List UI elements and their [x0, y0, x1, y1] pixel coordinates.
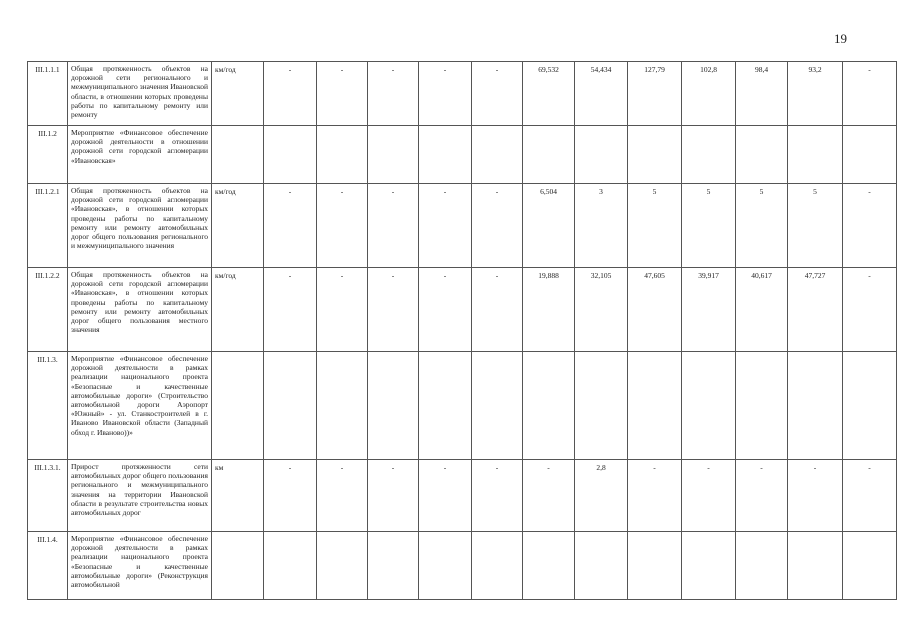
row-value-cell: 3	[575, 184, 628, 268]
row-value-cell: -	[419, 460, 472, 532]
row-value-cell: -	[682, 460, 736, 532]
row-value-cell: -	[628, 460, 682, 532]
row-value-cell: 40,617	[736, 268, 788, 352]
row-value-cell	[317, 532, 368, 600]
row-value-cell	[575, 532, 628, 600]
table-row	[28, 126, 897, 184]
row-value-cell	[419, 352, 472, 460]
row-value-cell: -	[264, 184, 317, 268]
row-value-cell: 47,727	[788, 268, 843, 352]
row-value-cell: 69,532	[523, 62, 575, 126]
row-value-cell: 5	[682, 184, 736, 268]
row-value-cell	[682, 126, 736, 184]
row-value-cell: -	[317, 460, 368, 532]
row-unit-cell: км/год	[212, 62, 264, 126]
row-unit-cell	[212, 352, 264, 460]
table-row	[28, 268, 897, 352]
row-description-cell: Общая протяженность объектов на дорожной сети городской агломерации «Ивановская», в отношении которых проведены работы по капитальному ремонту или ремонту автомобильных дорог общего пользования местного значения	[68, 268, 212, 352]
row-description-cell: Мероприятие «Финансовое обеспечение дорожной деятельности в рамках реализации национального проекта «Безопасные и качественные автомобильные дороги» (Реконструкция автомобильной	[68, 532, 212, 600]
row-code-cell: III.1.2.2	[28, 268, 68, 352]
row-value-cell: -	[843, 460, 897, 532]
row-value-cell: -	[523, 460, 575, 532]
row-value-cell: -	[419, 184, 472, 268]
row-value-cell: 6,504	[523, 184, 575, 268]
row-value-cell	[788, 532, 843, 600]
row-value-cell	[472, 352, 523, 460]
table-row	[28, 460, 897, 532]
row-value-cell	[419, 532, 472, 600]
row-value-cell	[264, 532, 317, 600]
row-description-cell: Общая протяженность объектов на дорожной сети регионального и межмуниципального значения Ивановской области, в отношении которых проведены работы по капитальному ремонту или ремонту	[68, 62, 212, 126]
row-value-cell: -	[472, 268, 523, 352]
row-code-cell: III.1.2	[28, 126, 68, 184]
row-unit-cell	[212, 532, 264, 600]
row-value-cell	[682, 352, 736, 460]
row-value-cell: -	[472, 62, 523, 126]
row-value-cell: 5	[628, 184, 682, 268]
row-unit-cell: км/год	[212, 184, 264, 268]
row-value-cell: -	[788, 460, 843, 532]
table-row	[28, 62, 897, 126]
row-value-cell: -	[368, 184, 419, 268]
row-value-cell	[317, 352, 368, 460]
row-value-cell	[368, 532, 419, 600]
row-value-cell: -	[419, 268, 472, 352]
row-description-cell: Общая протяженность объектов на дорожной сети городской агломерации «Ивановская», в отношении которых проведены работы по капитальному ремонту или ремонту автомобильных дорог общего пользования регионального и межмуниципального значения	[68, 184, 212, 268]
row-value-cell	[368, 352, 419, 460]
row-value-cell: 54,434	[575, 62, 628, 126]
row-value-cell	[788, 352, 843, 460]
row-value-cell: -	[317, 268, 368, 352]
row-code-cell: III.1.2.1	[28, 184, 68, 268]
row-value-cell: 19,888	[523, 268, 575, 352]
row-value-cell	[682, 532, 736, 600]
row-value-cell	[523, 532, 575, 600]
row-unit-cell	[212, 126, 264, 184]
row-value-cell	[575, 126, 628, 184]
row-value-cell: 93,2	[788, 62, 843, 126]
row-value-cell: 5	[788, 184, 843, 268]
row-value-cell	[368, 126, 419, 184]
row-value-cell	[264, 126, 317, 184]
row-value-cell: 98,4	[736, 62, 788, 126]
row-value-cell	[472, 126, 523, 184]
row-value-cell	[843, 532, 897, 600]
row-value-cell: 127,79	[628, 62, 682, 126]
table-row	[28, 352, 897, 460]
row-value-cell: 2,8	[575, 460, 628, 532]
row-value-cell	[788, 126, 843, 184]
row-value-cell	[419, 126, 472, 184]
page-number: 19	[834, 31, 847, 46]
row-value-cell	[523, 126, 575, 184]
row-unit-cell: км/год	[212, 268, 264, 352]
row-unit-cell: км	[212, 460, 264, 532]
row-description-cell: Мероприятие «Финансовое обеспечение дорожной деятельности в рамках реализации национального проекта «Безопасные и качественные автомобильные дороги» (Строительство автомобильной дороги Аэропорт «Южный» - ул. Станкостроителей в г. Иваново Ивановской области (Западный обход г. Иваново))»	[68, 352, 212, 460]
row-value-cell: -	[317, 62, 368, 126]
row-description-cell: Мероприятие «Финансовое обеспечение дорожной деятельности в отношении дорожной сети городской агломерации «Ивановская»	[68, 126, 212, 184]
row-value-cell: -	[736, 460, 788, 532]
row-value-cell: -	[317, 184, 368, 268]
row-value-cell: -	[843, 268, 897, 352]
row-value-cell	[575, 352, 628, 460]
table-body	[28, 62, 897, 600]
table-row	[28, 532, 897, 600]
indicators-table	[27, 61, 897, 600]
row-value-cell: 47,605	[628, 268, 682, 352]
row-value-cell	[264, 352, 317, 460]
row-value-cell: -	[368, 62, 419, 126]
row-value-cell: -	[264, 460, 317, 532]
row-value-cell	[736, 352, 788, 460]
table-row	[28, 184, 897, 268]
row-code-cell: III.1.3.	[28, 352, 68, 460]
row-value-cell	[843, 352, 897, 460]
row-value-cell	[317, 126, 368, 184]
row-value-cell	[523, 352, 575, 460]
row-value-cell	[628, 126, 682, 184]
row-code-cell: III.1.1.1	[28, 62, 68, 126]
row-value-cell	[628, 352, 682, 460]
row-value-cell: -	[264, 268, 317, 352]
row-code-cell: III.1.3.1.	[28, 460, 68, 532]
row-value-cell: 32,105	[575, 268, 628, 352]
row-value-cell: 39,917	[682, 268, 736, 352]
row-value-cell	[628, 532, 682, 600]
row-value-cell: -	[368, 268, 419, 352]
row-value-cell: -	[419, 62, 472, 126]
row-value-cell	[736, 126, 788, 184]
row-value-cell: -	[843, 62, 897, 126]
row-value-cell: -	[472, 460, 523, 532]
row-value-cell: 102,8	[682, 62, 736, 126]
row-code-cell: III.1.4.	[28, 532, 68, 600]
row-description-cell: Прирост протяженности сети автомобильных дорог общего пользования регионального и межмуниципального значения на территории Ивановской области в результате строительства новых автомобильных дорог	[68, 460, 212, 532]
row-value-cell: 5	[736, 184, 788, 268]
row-value-cell: -	[843, 184, 897, 268]
row-value-cell	[472, 532, 523, 600]
row-value-cell	[843, 126, 897, 184]
row-value-cell: -	[472, 184, 523, 268]
row-value-cell	[736, 532, 788, 600]
row-value-cell: -	[264, 62, 317, 126]
row-value-cell: -	[368, 460, 419, 532]
